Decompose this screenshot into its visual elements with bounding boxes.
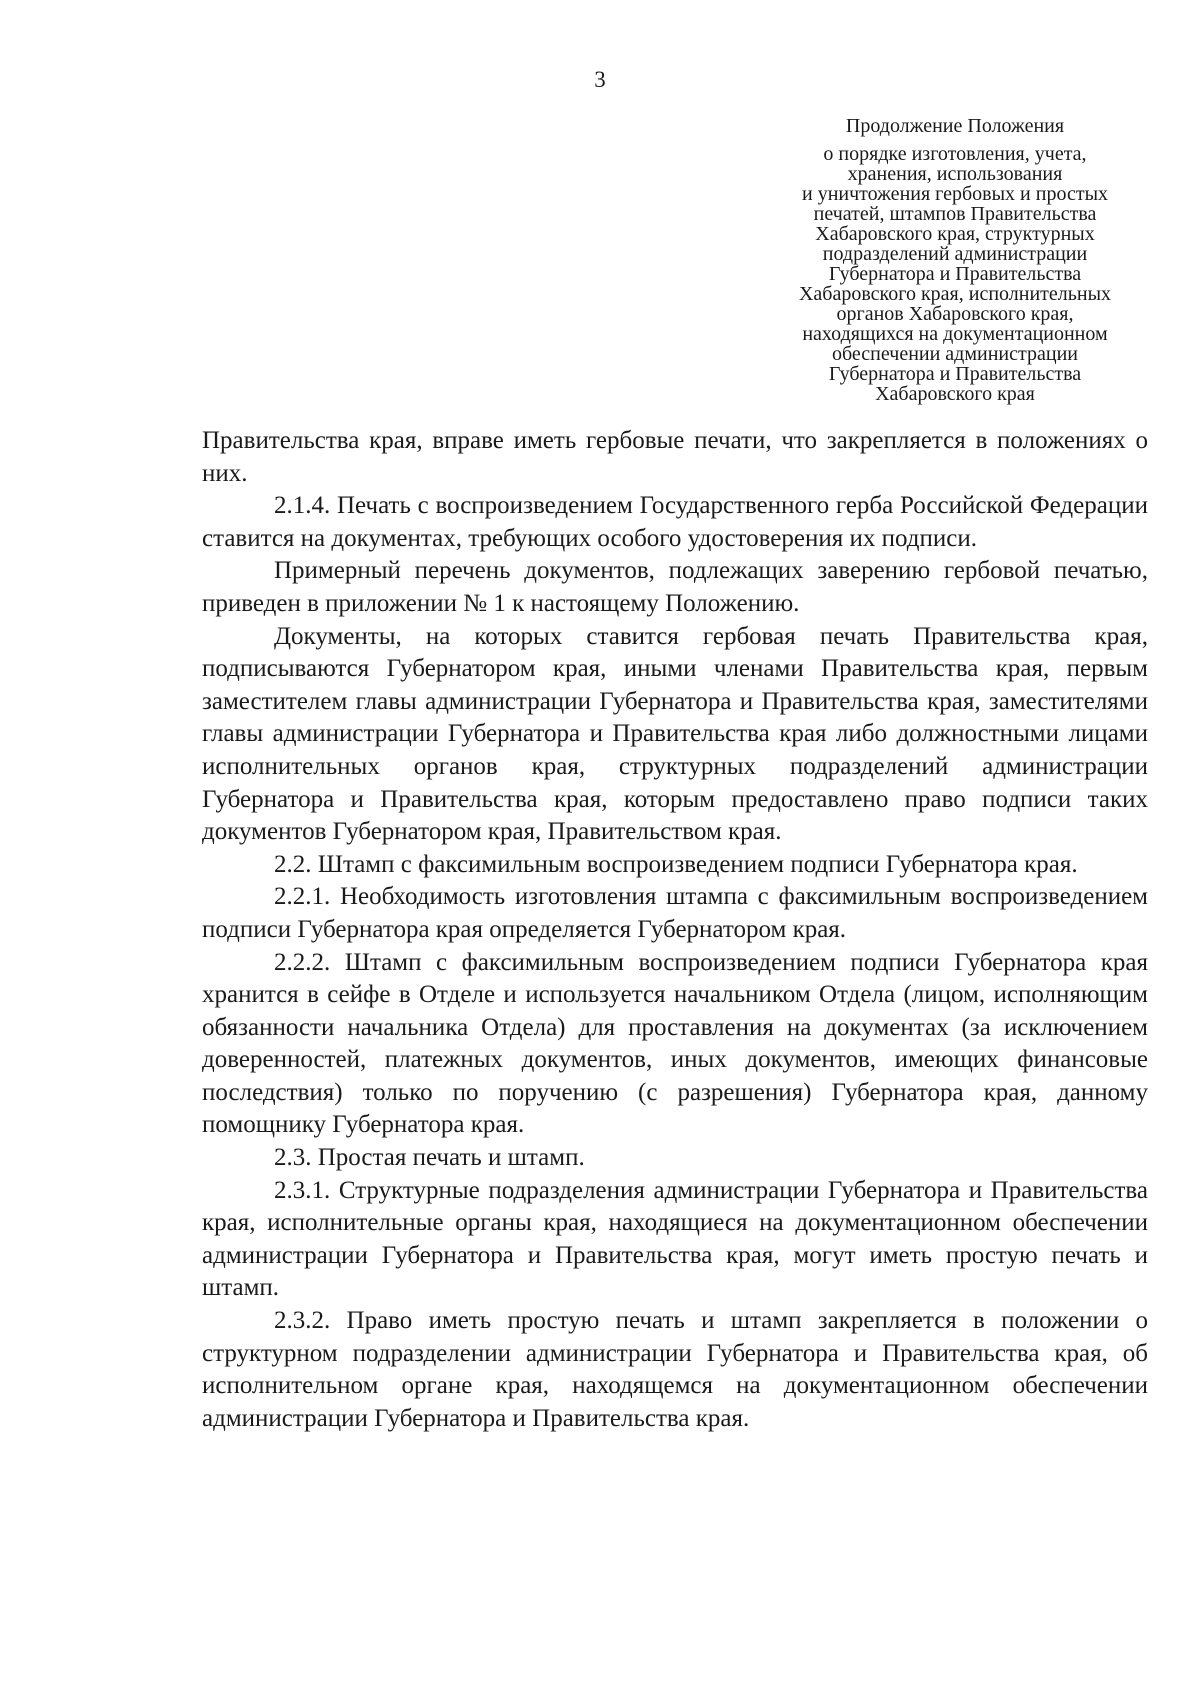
header-line: подразделений администрации — [822, 243, 1088, 265]
paragraph-2-2: 2.2. Штамп с факсимильным воспроизведением подписи Губернатора края. — [274, 850, 1078, 878]
header-line: Губернатора и Правительства — [828, 263, 1082, 285]
header-line: и уничтожения гербовых и простых — [801, 183, 1108, 205]
paragraph-2-1-4: 2.1.4. Печать с воспроизведением Государственного герба Российской Федерации ставится на документах, требующих особого удостоверения их подписи. — [202, 492, 1148, 552]
header-line: о порядке изготовления, учета, — [823, 143, 1087, 165]
paragraph-sample-list: Примерный перечень документов, подлежащих заверению гербовой печатью, приведен в приложении № 1 к настоящему Положению. — [202, 557, 1148, 617]
header-line: Продолжение Положения — [845, 115, 1065, 137]
header-line: печатей, штампов Правительства — [813, 203, 1097, 225]
document-body — [202, 425, 1148, 1435]
document-header-continuation — [760, 116, 1150, 404]
header-line: органов Хабаровского края, — [836, 303, 1074, 325]
header-line: Губернатора и Правительства — [828, 363, 1082, 385]
paragraph-2-3-2: 2.3.2. Право иметь простую печать и штамп закрепляется в положении о структурном подразделении администрации Губернатора и Правительства края, об исполнительном органе края, находящемся на документационном обеспечении администрации Губернатора и Правительства края. — [202, 1307, 1148, 1432]
paragraph-2-3-1: 2.3.1. Структурные подразделения администрации Губернатора и Правительства края, исполнительные органы края, находящиеся на документационном обеспечении администрации Губернатора и Правительства края, могут иметь простую печать и штамп. — [202, 1176, 1148, 1302]
header-line: Хабаровского края, структурных — [815, 223, 1095, 245]
header-line: Хабаровского края — [875, 383, 1035, 405]
header-line: Хабаровского края, исполнительных — [798, 283, 1112, 305]
page-number: 3 — [594, 67, 606, 92]
paragraph-continuation: Правительства края, вправе иметь гербовые печати, что закрепляется в положениях о них. — [202, 427, 1148, 487]
paragraph-2-3: 2.3. Простая печать и штамп. — [274, 1144, 585, 1172]
paragraph-2-2-1: 2.2.1. Необходимость изготовления штампа с факсимильным воспроизведением подписи Губернатора края определяется Губернатором края. — [202, 883, 1148, 943]
header-line: обеспечении администрации — [832, 343, 1078, 365]
header-line: находящихся на документационном — [802, 323, 1108, 345]
paragraph-2-2-2: 2.2.2. Штамп с факсимильным воспроизведением подписи Губернатора края хранится в сейфе в Отделе и используется начальником Отдела (лицом, исполняющим обязанности начальника Отдела) для проставления на документах (за исключением доверенностей, платежных документов, иных документов, имеющих финансовые последствия) только по поручению (с разрешения) Губернатора края, данному помощнику Губернатора края. — [202, 948, 1148, 1139]
header-line: хранения, использования — [847, 163, 1063, 185]
paragraph-signatories: Документы, на которых ставится гербовая печать Правительства края, подписываются Губернатором края, иными членами Правительства края, первым заместителем главы администрации Губернатора и Правительства края, заместителями главы администрации Губернатора и Правительства края либо должностными лицами исполнительных органов края, структурных подразделений администрации Губернатора и Правительства края, которым предоставлено право подписи таких документов Губернатором края, Правительством края. — [202, 622, 1148, 846]
